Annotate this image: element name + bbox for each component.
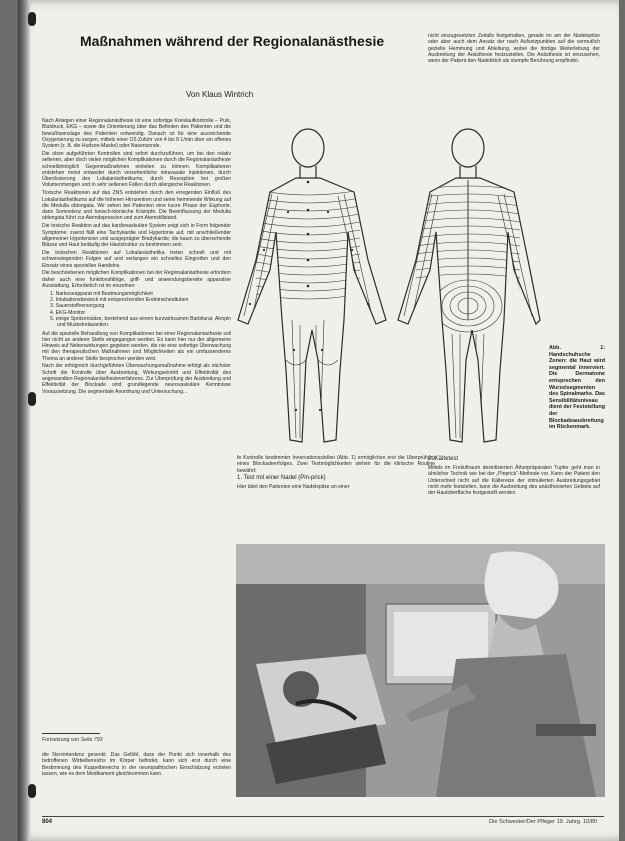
continued-text: die Nervinterdenz gesenkt. Das Gefühl, dass der Punkt sich innerhalb des betroffenen Wirbelbereichs im Körper befindet, kann sich erst durch eine Bestimmung des Kuppelbereichs in der neuropathischen Einschätzung erzielen lassen, wie es dem Medikament gleichkommen kann. <box>42 752 231 777</box>
list-item: 1. Narkoseapparat mit Beatmungsmöglichkeit <box>50 290 153 297</box>
binding-edge <box>18 0 30 841</box>
paragraph: Hier tätet den Patienten eine Nadelspitze an einer <box>237 484 350 491</box>
magazine-page <box>18 0 619 841</box>
paragraph: fe Kontrolle bestimmter Innervationsstellen (Abb. 1) ermöglichen erst die Überprüfung eines Blockadeerfolges. Zwei Testmöglichkeiten stehen für die klinische Routine bewährt: <box>237 455 435 474</box>
middle-text-right <box>428 455 600 535</box>
middle-text-left <box>237 455 435 515</box>
paragraph: Mittels im Freiluftraum desinfizierten Ätherpräparaten Tupfer geht man in ähnlicher Technik wie bei der „Pinprick“-Methode vor. Kann der Patient den Unterschied nicht auf die Kältereize der stimulierten Ausbreitungsgebiet nicht mehr feststellen, kann die Ausbreitung des anästhesierten Gebiets auf der Hautoberfläche festgestellt werden. <box>428 465 600 497</box>
paragraph: Die toxische Reaktion auf das kardiovaskuläre System zeigt sich in Form folgender Symptome: zuerst fällt eine Tachykardie und Hypertonie auf, mit anschließender allgemeiner Hypotension und ausgeprägter Bradykardie; die kaum zu übersehende Blässe und Haut beiläufig der Hautstruktur zu bestimmen sein. <box>42 223 231 249</box>
list-item: 2. Intubationsbesteck mit entsprechenden Endotrachealtuben <box>50 297 189 304</box>
article-author: Von Klaus Wintrich <box>186 90 254 99</box>
paragraph: Nach der erfolgreich durchgeführten Überwachungsmaßnahme erfolgt als nächster Schritt die Kontrolle über Ausbreitung, Wirkungseintritt und Effektivität des angewandten Regionalanästhesieverfahrens. Zur Überprüfung der Ausbreitung und Effektivität der Blockade sind grundlegende neurovaskuläre Kenntnisse Voraussetzung. Die segmentale Anordnung und Untersuchung... <box>42 363 231 395</box>
paragraph: Die toxischen Reaktionen auf Lokalanästhetika treten schnell und mit schwerwiegenden Folgen auf und verlangen ein schnelles Eingreifen und den Einsatz eines speziellen Handelns. <box>42 249 231 269</box>
paragraph: Auf die spezielle Behandlung von Komplikationen bei einer Regionalanästhesie soll hier nicht an anderer Stelle eingegangen werden. Es kann hier nur der allgemeine Hinweis auf Nebenwirkungen gegeben werden, die nie eine sofortige Überwachung mit den therapeutischen Maßnahmen und Möglichkeiten als ein umfassenderes Thema an anderer Stelle besprochen werden wird. <box>42 330 231 362</box>
subheading: 2. Kältetest <box>428 456 459 462</box>
list-item: 3. Sauerstoffversorgung <box>50 303 105 310</box>
footnote-rule <box>42 733 100 734</box>
subheading: 1. Test mit einer Nadel (Pin-prick) <box>237 475 326 482</box>
binding-hole <box>28 784 36 798</box>
paragraph: Toxische Reaktionen auf das ZNS entstehen durch den erregenden Einfluß des Lokalanästhetikums auf die höheren Hirnzentren und seine hemmende Wirkung auf die Medulla oblongata. Wir sehen bei Patienten eine kurze Phase der Euphorie, dann Somnolenz und tonisch-klonische Krämpfe. Die Beeinflussung der Medulla oblongata führt zur Atemdepression und zum Atemstillstand. <box>42 190 231 222</box>
footnote: Fortsetzung von Seite 793 <box>42 737 103 743</box>
article-title: Maßnahmen während der Regionalanästhesie <box>80 33 385 49</box>
top-right-text: nicht einzugesetzten Zeitalls festgehalten, gerade im am der Nadelspitze oder aber auch dem Ansatz der nach Aufsetzpunkten auf die vermutlich gezielte Hemmung und Ableitung, wobei die dortige Weiterleitung der Ausbreitung der Anästhesie festzustellen. Die Anästhesie ist einzusehen, wenn der Patient den Nadelstich als stumpfe Berührung empfindet. <box>428 33 600 65</box>
paragraph: Die beschriebenen möglichen Komplikationen bei der Regionalanästhesie erfordern daher auch eine funktionsfähige, griff- und anwendungsbereite apparative Ausstattung. Erforderlich ist im einzelnen: <box>42 270 231 289</box>
nurse-photo-illustration <box>236 544 605 797</box>
page-number: 804 <box>42 819 53 825</box>
figure-caption: Abb. 1: Handschuhsche Zonen: die Haut wird segmental innerviert. Die Dermatome entsprechen den Wurzelsegmenten des Spinalmarks. Das Sensibilitätsniveau dient der Feststellung der Blockadeausbreitung im Rückenmark. <box>549 345 606 431</box>
equipment-list <box>50 291 231 329</box>
paragraph: Nach Anlegen einer Regionalanästhesie ist eine sofortige Kreislaufkontrolle – Puls, Blutdruck, EKG – sowie die Orientierung über das Befinden des Patienten und die bewußtseinslage des Patienten notwendig. Danach ist für eine ausreichende Oxygenierung zu sorgen, mittels einer O2-Zufuhr von 4 bis 8 L/min über ein offenes System (z. B. die Hudson-Maske) oder Nasensonde. <box>42 118 231 150</box>
bottom-rule <box>42 816 604 817</box>
left-column <box>42 118 231 718</box>
list-item: 4. EKG-Monitor <box>50 309 86 316</box>
binding-hole <box>28 12 36 26</box>
binding-hole <box>28 392 36 406</box>
journal-footer: Die Schwester/Der Pfleger 19. Jahrg. 10/80 <box>489 819 597 825</box>
list-item: 5. einige Spritzensätze, bestehend aus einem kurzwirksamen Barbiturat, Atropin und Muskelrelaxantien. <box>50 315 231 329</box>
dermatome-figure <box>236 120 546 455</box>
front-body-outline <box>238 129 386 442</box>
paragraph: Die oben aufgeführten Kontrollen sind sofort durchzuführen, um bei den relativ seltenen, aber doch vielen möglichen Komplikationen durch die Regionalanästhesie schnellstmöglich Gegenmaßnahmen einleiten zu können. Komplikationen entstehen meist entweder durch versehentliche intravasale Injektionen, durch Überdosierung des Lokalanästhetikums, durch Resorption bei großen Volumenmengen und in sehr seltenen Fällen durch allergische Reaktionen. <box>42 150 231 189</box>
nurse-photo <box>236 544 605 797</box>
